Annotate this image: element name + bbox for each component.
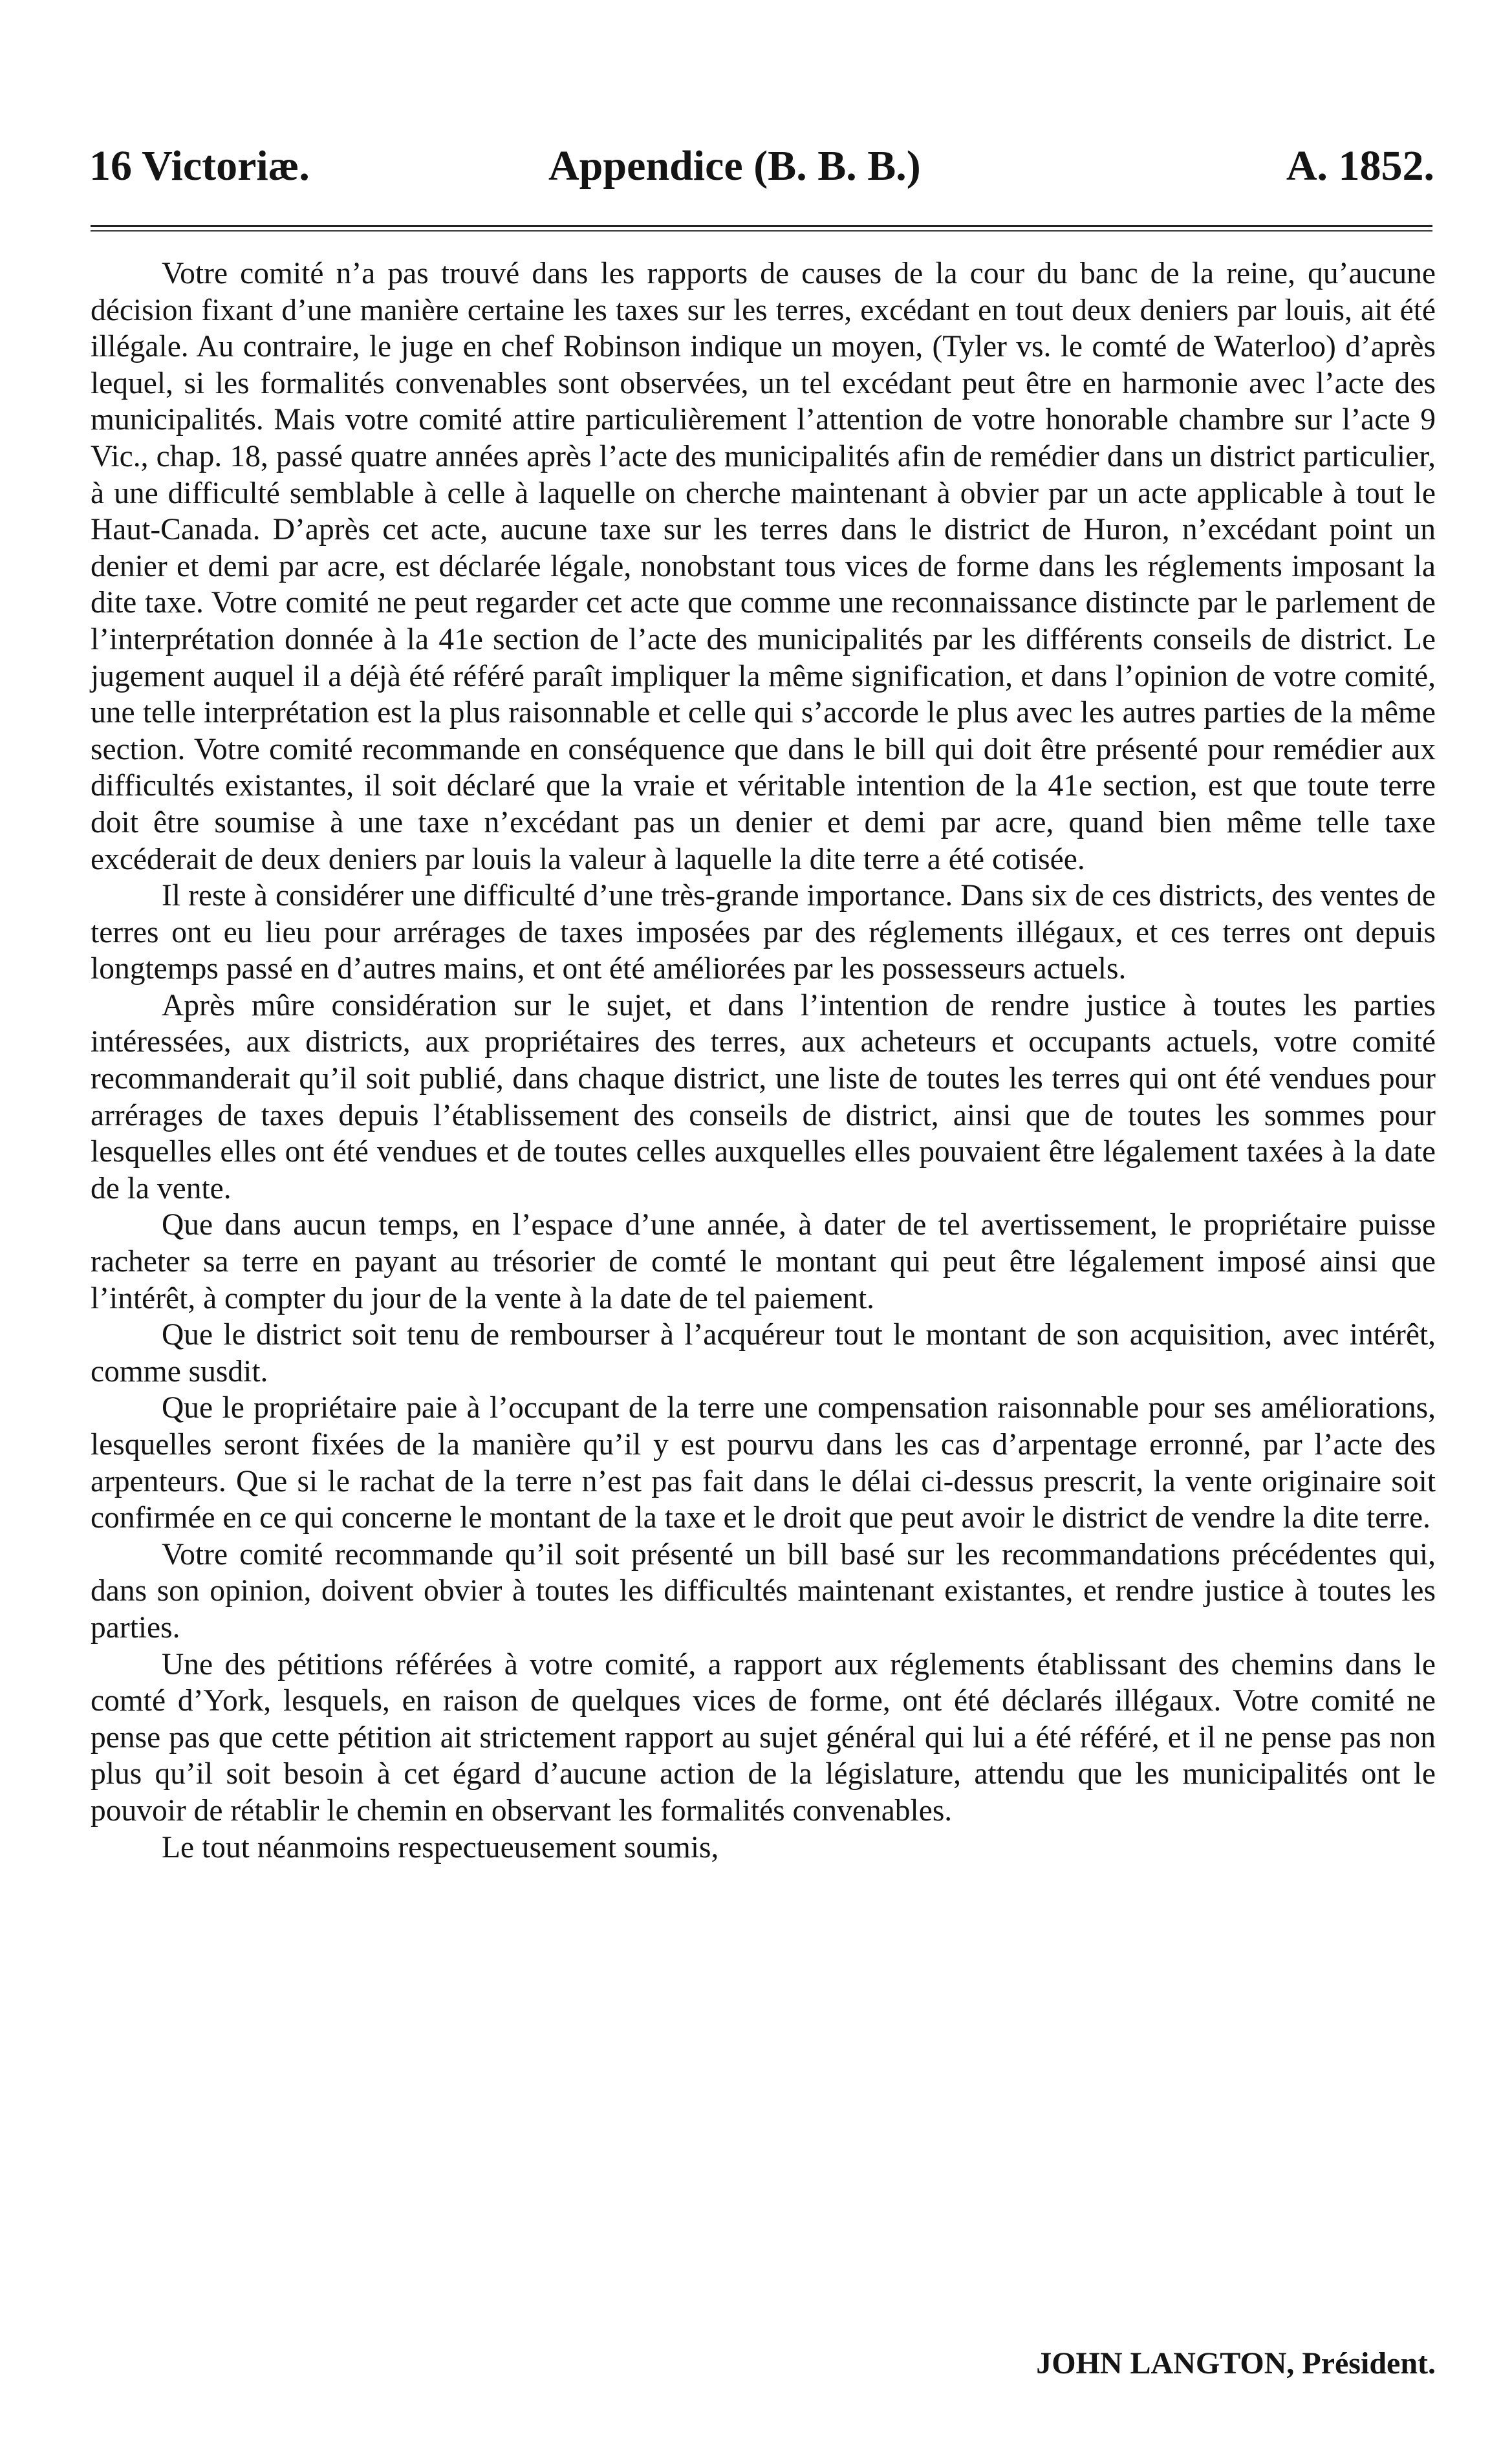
paragraph-1: Votre comité n’a pas trouvé dans les rapports de causes de la cour du banc de la reine, qu’aucune décision fixant d’une manière certaine les taxes sur les terres, excédant en tout deux deniers par louis, ait été illégale. Au contraire, le juge en chef Robinson indique un moyen, (Tyler vs. le comté de Waterloo) d’après lequel, si les formalités convenables sont observées, un tel excédant peut être en harmonie avec l’acte des municipalités. Mais votre comité attire particulièrement l’attention de votre honorable chambre sur l’acte 9 Vic., chap. 18, passé quatre années après l’acte des municipalités afin de remédier dans un district particulier, à une difficulté semblable à celle à laquelle on cherche maintenant à obvier par un acte applicable à tout le Haut-Canada. D’après cet acte, aucune taxe sur les terres dans le district de Huron, n’excédant point un denier et demi par acre, est déclarée légale, nonobstant tous vices de forme dans les réglements imposant la dite taxe. Votre comité ne peut regarder cet acte que comme une reconnaissance distincte par le parlement de l’interprétation donnée à la 41e section de l’acte des municipalités par les différents conseils de district. Le jugement auquel il a déjà été référé paraît impliquer la même signification, et dans l’opinion de votre comité, une telle interprétation est la plus raisonnable et celle qui s’accorde le plus avec les autres parties de la même section. Votre comité recommande en conséquence que dans le bill qui doit être présenté pour remédier aux difficultés existantes, il soit déclaré que la vraie et véritable intention de la 41e section, est que toute terre doit être soumise à une taxe n’excédant pas un denier et demi par acre, quand bien même telle taxe excéderait de deux deniers par louis la valeur à laquelle la dite terre a été cotisée.: [91, 257, 1436, 876]
paragraph-6: Que le propriétaire paie à l’occupant de la terre une compensation raisonnable pour ses améliorations, lesquelles seront fixées de la manière qu’il y est pourvu dans les cas d’arpentage erronné, par l’acte des arpenteurs. Que si le rachat de la terre n’est pas fait dans le délai ci-dessus prescrit, la vente originaire soit confirmée en ce qui concerne le montant de la taxe et le droit que peut avoir le district de vendre la dite terre.: [91, 1391, 1436, 1535]
paragraph-3: Après mûre considération sur le sujet, et dans l’intention de rendre justice à toutes les parties intéressées, aux districts, aux propriétaires des terres, aux acheteurs et occupants actuels, votre comité recommanderait qu’il soit publié, dans chaque district, une liste de toutes les terres qui ont été vendues pour arrérages de taxes depuis l’établissement des conseils de district, ainsi que de toutes les sommes pour lesquelles elles ont été vendues et de toutes celles auxquelles elles pouvaient être légalement taxées à la date de la vente.: [91, 988, 1436, 1205]
closing-line: Le tout néanmoins respectueusement soumis,: [162, 1830, 719, 1864]
paragraph-8: Une des pétitions référées à votre comité, a rapport aux réglements établissant des chemins dans le comté d’York, lesquels, en raison de quelques vices de forme, ont été déclarés illégaux. Votre comité ne pense pas que cette pétition ait strictement rapport au sujet général qui lui a été référé, et il ne pense pas non plus qu’il soit besoin à cet égard d’aucune action de la législature, attendu que les municipalités ont le pouvoir de rétablir le chemin en observant les formalités convenables.: [91, 1647, 1436, 1828]
header-rule-secondary: [91, 230, 1432, 232]
signature: JOHN LANGTON, Président.: [1036, 2346, 1436, 2381]
page-header: [89, 137, 1434, 195]
paragraph-7: Votre comité recommande qu’il soit présenté un bill basé sur les recommandations précédentes qui, dans son opinion, doivent obvier à toutes les difficultés maintenant existantes, et rendre justice à toutes les parties.: [91, 1537, 1436, 1645]
paragraph-2: Il reste à considérer une difficulté d’une très-grande importance. Dans six de ces districts, des ventes de terres ont eu lieu pour arrérages de taxes imposées par des réglements illégaux, et ces terres ont depuis longtemps passé en d’autres mains, et ont été améliorées par les possesseurs actuels.: [91, 879, 1436, 986]
paragraph-5: Que le district soit tenu de rembourser à l’acquéreur tout le montant de son acquisition, avec intérêt, comme susdit.: [91, 1318, 1436, 1388]
report-body: [91, 255, 1436, 1866]
paragraph-4: Que dans aucun temps, en l’espace d’une année, à dater de tel avertissement, le propriétaire puisse racheter sa terre en payant au trésorier de comté le montant qui peut être légalement imposé ainsi que l’intérêt, à compter du jour de la vente à la date de tel paiement.: [91, 1208, 1436, 1315]
header-year: A. 1852.: [1286, 142, 1434, 189]
header-rule: [91, 225, 1432, 227]
header-session: 16 Victoriæ.: [89, 142, 310, 189]
header-appendix: Appendice (B. B. B.): [548, 142, 921, 189]
